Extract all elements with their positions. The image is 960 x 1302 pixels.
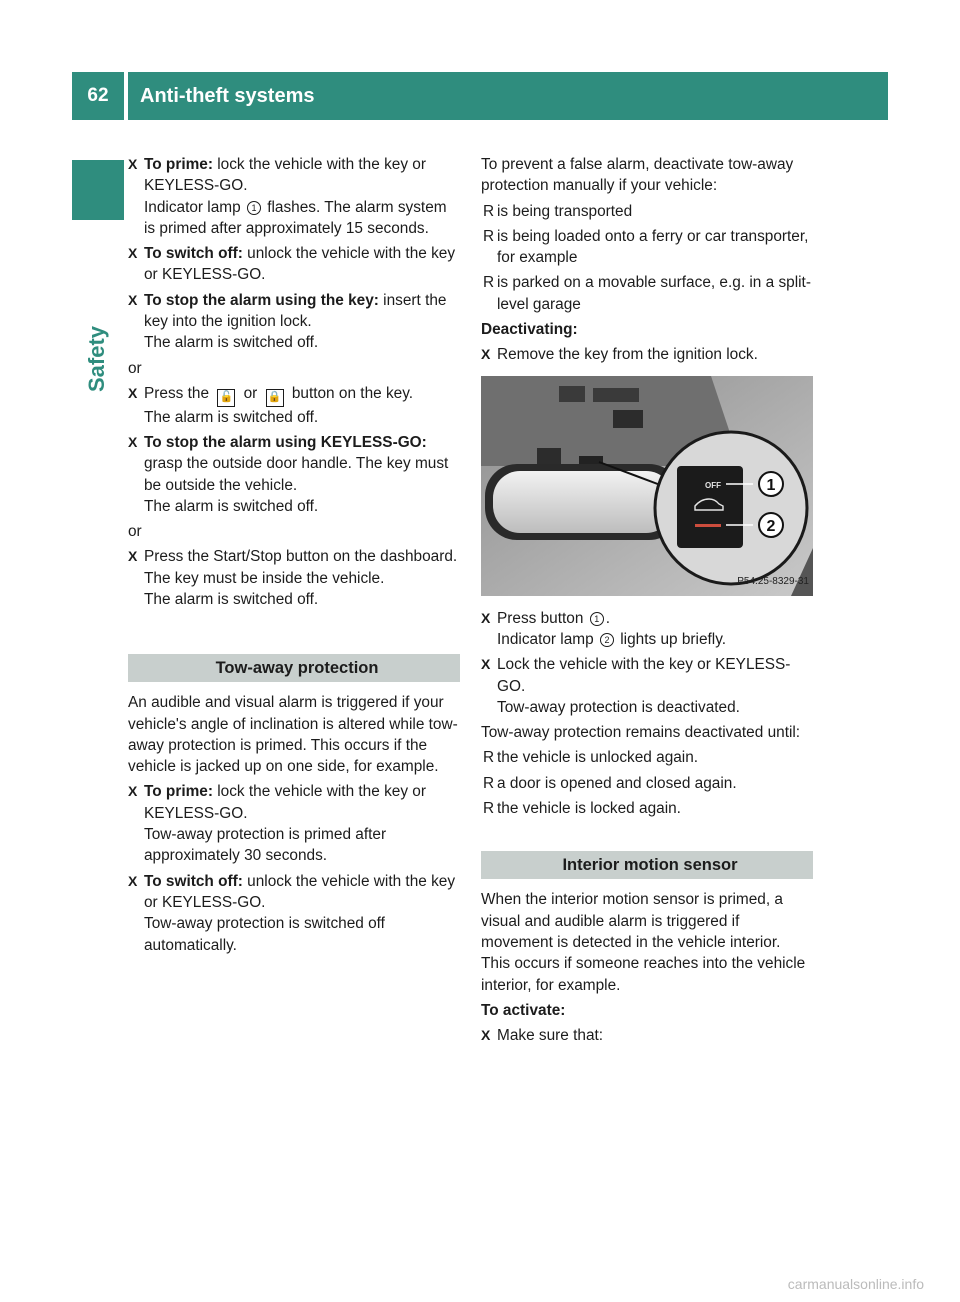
bullet-list-until — [481, 747, 813, 819]
arrow-icon: X — [128, 783, 138, 800]
or-text: or — [128, 359, 142, 377]
step-switch-off-alarm: X To switch off: unlock the vehicle with the key or KEYLESS-GO. — [128, 245, 456, 284]
arrow-icon: X — [128, 156, 138, 172]
arrow-icon: X — [481, 656, 491, 673]
section-side-label: Safety — [84, 325, 109, 392]
page-number: 62 — [72, 72, 124, 120]
list-item: R is being loaded onto a ferry or car transporter, for example — [483, 227, 809, 267]
arrow-icon: X — [481, 1027, 491, 1044]
arrow-icon: X — [128, 433, 138, 450]
deactivating-heading: Deactivating: — [481, 321, 578, 339]
arrow-icon: X — [128, 384, 138, 401]
unlock-icon: 🔓 — [217, 389, 235, 407]
bullet-icon: R — [483, 274, 495, 292]
interior-motion-paragraph: When the interior motion sensor is primed, a visual and audible alarm is triggered if movement is detected in the vehicle interior. This occurs if someone reaches into the vehicle interior, for example. — [481, 891, 806, 994]
bullet-icon: R — [483, 800, 495, 818]
step-switch-off-tow-away: X To switch off: unlock the vehicle with the key or KEYLESS-GO. Tow-away protection is switched off automatically. — [128, 872, 456, 954]
or-text: or — [128, 523, 142, 541]
callout-2: 2 — [766, 517, 776, 535]
step-remove-key: X Remove the key from the ignition lock. — [481, 344, 813, 365]
step-stop-alarm-key: X To stop the alarm using the key: insert the key into the ignition lock. The alarm is switched off. — [128, 291, 447, 352]
indicator-lamp-icon — [695, 524, 721, 527]
step-make-sure: X Make sure that: — [481, 1025, 813, 1046]
list-item: R is parked on a movable surface, e.g. in a split-level garage — [483, 274, 811, 313]
overhead-control-illustration — [481, 376, 813, 596]
remains-paragraph: Tow-away protection remains deactivated until: — [481, 724, 801, 742]
section-heading-tow-away: Tow-away protection — [128, 654, 460, 682]
tow-away-paragraph: An audible and visual alarm is triggered if your vehicle's angle of inclination is altered while tow-away protection is primed. This occurs if the vehicle is jacked up on one side, for example. — [128, 694, 458, 776]
step-prime-alarm: X To prime: lock the vehicle with the key or KEYLESS-GO. Indicator lamp 1 flashes. The alarm system is primed after approximately 15 seconds. — [128, 156, 447, 237]
left-column — [128, 154, 460, 960]
arrow-icon: X — [481, 609, 491, 626]
section-heading-interior-motion: Interior motion sensor — [481, 851, 813, 879]
bullet-icon: R — [483, 774, 495, 792]
list-item: R a door is opened and closed again. — [481, 773, 813, 794]
to-activate-heading: To activate: — [481, 1001, 566, 1019]
bullet-icon: R — [483, 202, 495, 220]
page-title: Anti-theft systems — [128, 72, 888, 120]
step-press-button-1: X Press button 1 . Indicator lamp 2 lights up briefly. — [481, 609, 727, 648]
intro-paragraph: To prevent a false alarm, deactivate tow-away protection manually if your vehicle: — [481, 156, 794, 195]
callout-2-icon: 2 — [600, 633, 614, 647]
step-prime-tow-away: X To prime: lock the vehicle with the key or KEYLESS-GO. Tow-away protection is primed after approximately 30 seconds. — [128, 783, 426, 865]
list-item: R is being transported — [481, 201, 813, 222]
callout-1: 1 — [766, 476, 776, 494]
lock-icon: 🔒 — [266, 389, 284, 407]
figure-code: P54.25-8329-31 — [737, 576, 809, 588]
bullet-icon: R — [483, 749, 495, 767]
step-lock-vehicle: X Lock the vehicle with the key or KEYLESS-GO. Tow-away protection is deactivated. — [481, 656, 791, 716]
bullet-list-conditions — [481, 201, 813, 315]
step-press-key-button: X Press the 🔓 or 🔒 button on the key. The alarm is switched off. — [128, 384, 414, 426]
off-label: OFF — [705, 480, 721, 490]
step-stop-alarm-keyless: X To stop the alarm using KEYLESS-GO: grasp the outside door handle. The key must be outside the vehicle. The alarm is switched off. — [128, 433, 449, 515]
arrow-icon: X — [128, 245, 138, 262]
arrow-icon: X — [481, 346, 491, 363]
bullet-icon: R — [483, 227, 495, 245]
list-item: R the vehicle is locked again. — [481, 798, 813, 819]
callout-1-icon: 1 — [590, 612, 604, 626]
right-column — [481, 154, 813, 1050]
tow-away-button-figure — [481, 376, 813, 596]
arrow-icon: X — [128, 548, 138, 565]
arrow-icon: X — [128, 291, 138, 308]
arrow-icon: X — [128, 872, 138, 889]
list-item: R the vehicle is unlocked again. — [481, 747, 813, 768]
step-press-start-stop: X Press the Start/Stop button on the dashboard. The key must be inside the vehicle. The alarm is switched off. — [128, 548, 458, 608]
callout-1-icon: 1 — [247, 201, 261, 215]
side-tab-marker — [72, 160, 124, 220]
footer-watermark: carmanualsonline.info — [787, 1276, 924, 1292]
